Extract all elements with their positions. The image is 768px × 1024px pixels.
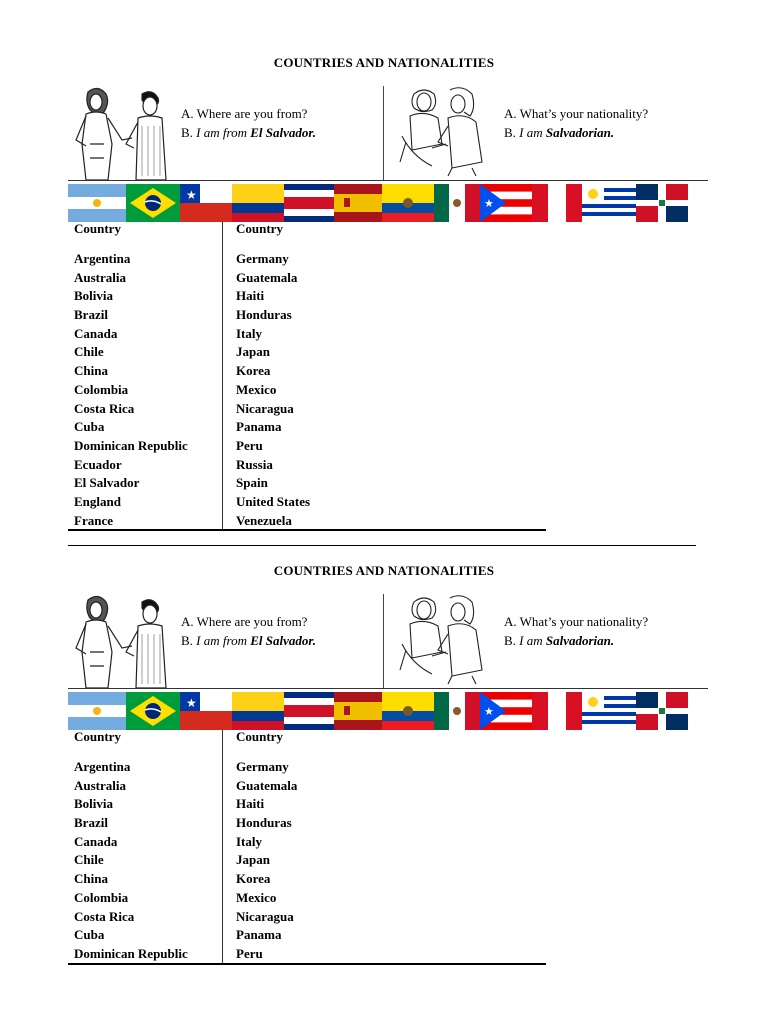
dialog-left-answer: B. I am from El Salvador.: [181, 633, 316, 648]
country-item: Cuba: [74, 927, 105, 943]
country-item: Panama: [236, 419, 282, 435]
flag-strip: [68, 692, 698, 730]
dialog-left: [181, 104, 316, 142]
country-list-right: [236, 758, 297, 964]
country-item: Spain: [236, 475, 268, 491]
country-list-left: [74, 250, 188, 530]
mexico-flag: [434, 692, 480, 730]
country-item: Italy: [236, 833, 262, 849]
country-item: China: [74, 871, 108, 887]
brazil-flag: [126, 184, 180, 222]
flag-strip: [68, 184, 698, 222]
dialog-right-question: A. What’s your nationality?: [504, 106, 649, 121]
dialog-right-answer: B. I am Salvadorian.: [504, 633, 615, 648]
people-talking-illustration: [68, 86, 174, 180]
country-item: Nicaragua: [236, 908, 294, 924]
country-item: Costa Rica: [74, 400, 135, 416]
column-divider: [222, 222, 223, 530]
ecuador-flag: [382, 692, 434, 730]
country-item: Panama: [236, 927, 282, 943]
chile-flag: [180, 692, 232, 730]
country-item: Canada: [74, 833, 118, 849]
dialog-left-question: A. Where are you from?: [181, 614, 308, 629]
worksheet-title: COUNTRIES AND NATIONALITIES: [273, 563, 495, 578]
country-item: China: [74, 363, 108, 379]
country-item: Japan: [236, 344, 270, 360]
country-item: Haiti: [236, 288, 265, 304]
svg-text:★: ★: [186, 188, 197, 202]
peru-flag: [532, 184, 582, 222]
country-item: Argentina: [74, 759, 131, 774]
divider-vertical: [383, 86, 384, 180]
country-item: Guatemala: [236, 269, 298, 285]
svg-text:★: ★: [484, 197, 494, 210]
country-item: Honduras: [236, 815, 292, 831]
country-item: Ecuador: [74, 456, 122, 472]
country-item: Germany: [236, 251, 289, 266]
country-item: Dominican Republic: [74, 945, 188, 961]
ecuador-flag: [382, 184, 434, 222]
worksheet-title: COUNTRIES AND NATIONALITIES: [273, 55, 495, 70]
country-item: France: [74, 512, 113, 528]
country-item: Canada: [74, 325, 118, 341]
country-item: Chile: [74, 852, 104, 868]
people-talking-illustration: [68, 594, 174, 688]
uruguay-flag: [582, 184, 636, 222]
country-list-right: [236, 250, 310, 530]
dialog-right-answer: B. I am Salvadorian.: [504, 125, 615, 140]
country-item: Nicaragua: [236, 400, 294, 416]
svg-text:★: ★: [186, 696, 197, 710]
country-item: Mexico: [236, 381, 277, 397]
country-item: Italy: [236, 325, 262, 341]
dialog-right-question: A. What’s your nationality?: [504, 614, 649, 629]
country-item: Bolivia: [74, 288, 114, 304]
country-list-left: [74, 758, 188, 964]
women-sitting-illustration: [392, 594, 496, 684]
uruguay-flag: [582, 692, 636, 730]
country-item: Korea: [236, 871, 271, 887]
peru-flag: [532, 692, 582, 730]
divider-vertical: [383, 594, 384, 688]
country-item: Korea: [236, 363, 271, 379]
dialog-right: [504, 612, 648, 650]
column-header-left: Country: [74, 221, 121, 236]
puerto-rico-flag: [480, 184, 532, 222]
country-item: Brazil: [74, 815, 108, 831]
divider-horizontal: [68, 688, 708, 689]
country-item: Russia: [236, 456, 273, 472]
country-item: Bolivia: [74, 796, 114, 812]
country-item: Colombia: [74, 381, 129, 397]
column-header-left: Country: [74, 729, 121, 744]
costa-rica-flag: [284, 692, 334, 730]
country-item: Australia: [74, 777, 126, 793]
country-item: Peru: [236, 945, 263, 961]
dominican-republic-flag: [636, 692, 688, 730]
brazil-flag: [126, 692, 180, 730]
costa-rica-flag: [284, 184, 334, 222]
chile-flag: [180, 184, 232, 222]
country-item: Dominican Republic: [74, 437, 188, 453]
country-item: United States: [236, 493, 311, 509]
column-header-right: Country: [236, 729, 283, 744]
country-item: Peru: [236, 437, 263, 453]
dominican-republic-flag: [636, 184, 688, 222]
country-item: El Salvador: [74, 475, 140, 491]
country-item: Cuba: [74, 419, 105, 435]
women-sitting-illustration: [392, 86, 496, 176]
country-item: Argentina: [74, 251, 131, 266]
svg-text:★: ★: [484, 705, 494, 718]
mexico-flag: [434, 184, 480, 222]
dialog-right: [504, 104, 648, 142]
divider-horizontal: [68, 180, 708, 181]
country-item: Germany: [236, 759, 289, 774]
spain-flag: [334, 184, 382, 222]
country-item: Brazil: [74, 307, 108, 323]
dialog-left: [181, 612, 316, 650]
country-item: Guatemala: [236, 777, 298, 793]
country-item: Mexico: [236, 889, 277, 905]
worksheet-bottom: [0, 508, 768, 978]
country-item: Chile: [74, 344, 104, 360]
country-item: Costa Rica: [74, 908, 135, 924]
country-item: England: [74, 493, 121, 509]
country-item: Australia: [74, 269, 126, 285]
country-item: Japan: [236, 852, 270, 868]
column-divider: [222, 730, 223, 964]
country-item: Honduras: [236, 307, 292, 323]
puerto-rico-flag: [480, 692, 532, 730]
country-item: Haiti: [236, 796, 265, 812]
spain-flag: [334, 692, 382, 730]
table-bottom-rule: [68, 963, 546, 965]
country-item: Colombia: [74, 889, 129, 905]
dialog-left-question: A. Where are you from?: [181, 106, 308, 121]
dialog-left-answer: B. I am from El Salvador.: [181, 125, 316, 140]
country-item: Venezuela: [236, 512, 292, 528]
column-header-right: Country: [236, 221, 283, 236]
